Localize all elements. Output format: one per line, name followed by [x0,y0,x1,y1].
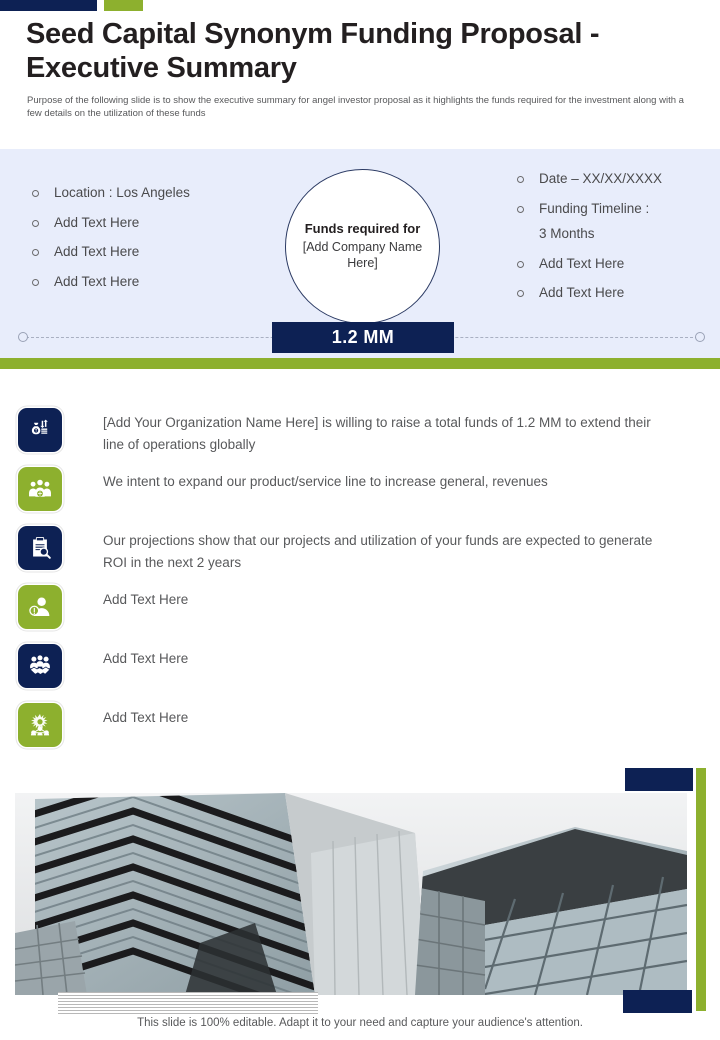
list-item-label: Add Text Here [539,255,625,271]
list-item [515,286,715,300]
decor-stripe-lines [58,992,318,1014]
network-burst-icon [18,703,62,747]
list-item-label: We intent to expand our product/service line to increase general, revenues [103,474,548,489]
list-item-label: Add Text Here [54,214,140,230]
list-item [30,245,260,259]
decor-bar-green-right [696,768,706,1011]
list-item-label: Add Text Here [103,592,189,607]
list-item-label: Location : Los Angeles [54,185,190,200]
list-item-continuation [515,227,715,241]
connector-endpoint-left-icon [18,332,28,342]
list-item-label: Add Text Here [103,651,189,666]
list-item-label: Add Text Here [54,273,140,289]
person-coin-icon [18,585,62,629]
list-item [18,644,708,703]
bullet-circle-icon [32,190,39,197]
handshake-icon [18,644,62,688]
list-item [515,202,715,216]
list-item [515,257,715,271]
team-group-icon [18,467,62,511]
list-item-label: Date – XX/XX/XXXX [539,171,663,186]
list-item [515,172,715,186]
funds-circle-heading: Funds required for [304,221,421,237]
list-item [30,216,260,230]
list-item [18,703,708,762]
footer-note: This slide is 100% editable. Adapt it to your need and capture your audience's attention. [137,1017,583,1029]
list-item [18,526,708,585]
decor-square-navy-top [625,768,693,791]
funds-required-circle [285,169,440,324]
bullet-circle-icon [517,261,524,268]
list-item [18,408,708,467]
overview-left-bullets [30,186,260,304]
list-item-label: Add Text Here [54,244,140,259]
key-points-list [18,408,708,762]
list-item-label: Our projections show that our projects and utilization of your funds are expected to generate ROI in the next 2 years [103,533,653,571]
list-item [18,467,708,526]
top-accent-bar-navy [0,0,97,11]
list-item [18,585,708,644]
bullet-circle-icon [32,249,39,256]
list-item-label: Funding Timeline : [539,200,650,216]
bullet-circle-icon [517,290,524,297]
page-title: Seed Capital Synonym Funding Proposal - Executive Summary [26,18,600,84]
bullet-circle-icon [517,206,524,213]
list-item-label: [Add Your Organization Name Here] is willing to raise a total funds of 1.2 MM to extend their line of operations globally [103,415,651,453]
bullet-circle-icon [517,176,524,183]
funds-circle-company: [Add Company Name Here] [302,239,423,271]
bullet-circle-icon [32,279,39,286]
bullet-circle-icon [32,220,39,227]
overview-right-bullets [515,172,715,316]
connector-endpoint-right-icon [695,332,705,342]
list-item-label: Add Text Here [539,285,625,300]
clipboard-search-icon [18,526,62,570]
list-item [30,275,260,289]
money-bags-exchange-icon [18,408,62,452]
page-subtitle: Purpose of the following slide is to show the executive summary for angel investor proposal as it highlights the funds required for the investment along with a few details on the utilization of these funds [27,95,684,120]
list-item-label: Add Text Here [103,710,189,725]
section-divider-green [0,358,720,369]
decor-square-navy-bottom [623,990,692,1013]
top-accent-bar-green [104,0,143,11]
list-item [30,186,260,200]
building-photo [15,793,687,995]
funding-amount-badge: 1.2 MM [272,322,454,353]
list-item-label: 3 Months [539,226,595,241]
